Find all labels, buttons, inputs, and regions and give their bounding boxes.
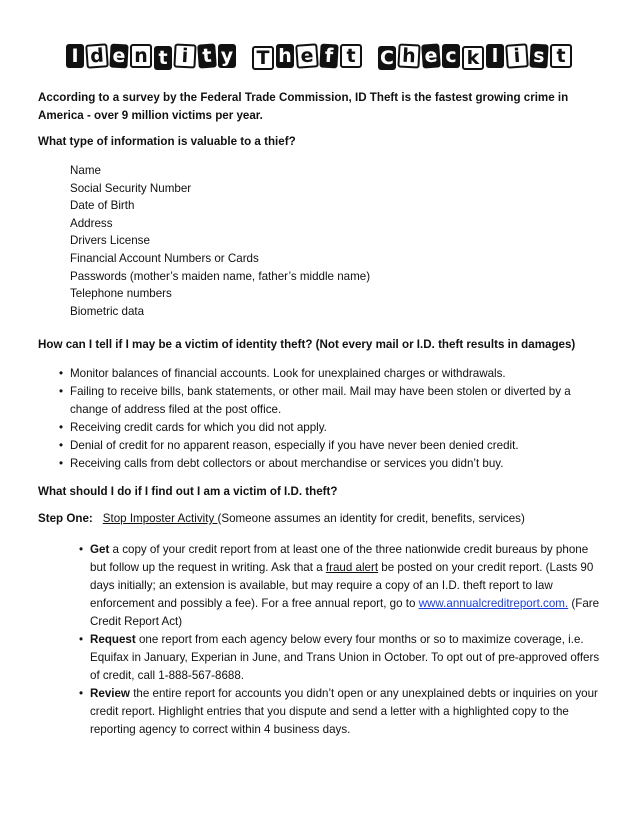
title-letter: l <box>486 44 504 68</box>
title-letter: c <box>442 44 460 68</box>
question-victim-signs: How can I tell if I may be a victim of identity theft? (Not every mail or I.D. theft results in damages) <box>38 338 576 351</box>
list-item: Telephone numbers <box>70 287 172 301</box>
list-item: Date of Birth <box>70 199 135 213</box>
title-letter: e <box>109 44 128 69</box>
title-letter: h <box>276 44 294 68</box>
title-letter: C <box>378 46 396 70</box>
step-one-actions-list <box>80 541 600 739</box>
fraud-alert-text: fraud alert <box>325 561 379 574</box>
list-item: • Denial of credit for no apparent reason, especially if you have never been denied credit. <box>60 437 590 455</box>
list-item: Financial Account Numbers or Cards <box>70 251 259 265</box>
step-one-description: (Someone assumes an identity for credit, benefits, services) <box>217 512 525 525</box>
title-letter: s <box>529 44 548 69</box>
title-letter: t <box>550 44 572 68</box>
list-item: • Receiving credit cards for which you did not apply. <box>60 419 590 437</box>
list-item: • Receiving calls from debt collectors or about merchandise or services you didn’t buy. <box>60 455 590 473</box>
get-label: Get <box>90 543 110 556</box>
title-letter: y <box>218 44 236 68</box>
stop-imposter-activity-text: Stop Imposter Activity <box>102 512 218 525</box>
list-item: Passwords (mother’s maiden name, father’s middle name) <box>70 269 371 283</box>
intro-paragraph: According to a survey by the Federal Trade Commission, ID Theft is the fastest growing crime in America - over 9 million victims per year. <box>38 91 569 122</box>
list-item: • Failing to receive bills, bank statements, or other mail. Mail may have been stolen or diverted by a change of address filed at the post office. <box>60 383 590 419</box>
review-text: the entire report for accounts you didn’t open or any unexplained debts or inquiries on your credit report. Highlight entries that you dispute and send a letter with a highlighted copy to the reporting agency to correct within 4 business days. <box>90 687 598 736</box>
title-word <box>251 44 363 68</box>
list-item-get <box>80 541 600 631</box>
title-letter: T <box>252 46 274 70</box>
annualcreditreport-link[interactable]: www.annualcreditreport.com. <box>418 597 569 610</box>
list-item: Drivers License <box>70 234 150 248</box>
question-what-to-do: What should I do if I find out I am a victim of I.D. theft? <box>38 485 338 498</box>
title-letter: d <box>85 43 109 68</box>
title-word <box>377 44 573 68</box>
get-text-1: a copy of your credit report from at least one of the three nationwide credit bureaus by phone but follow up the request in writing. Ask that a <box>90 543 589 574</box>
get-text-2: be posted on your credit report. (Lasts 90 days initially; an extension is available, but may require a copy of an I.D. theft report to law enforcement and possibly a fee). For a free annual report, go to <box>90 561 594 610</box>
title-letter: n <box>130 44 152 68</box>
list-item: Address <box>70 216 113 230</box>
list-item: Social Security Number <box>70 181 192 195</box>
list-item-request <box>80 631 600 685</box>
list-item: • Monitor balances of financial accounts. Look for unexplained charges or withdrawals. <box>60 365 590 383</box>
title-letter: t <box>154 46 172 70</box>
list-item: Name <box>70 164 101 177</box>
victim-signs-list <box>60 365 590 473</box>
question-valuable-info: What type of information is valuable to a thief? <box>38 135 296 148</box>
request-label: Request <box>90 633 136 646</box>
title-letter: i <box>173 43 196 68</box>
review-label: Review <box>90 687 130 700</box>
title-letter: e <box>421 43 441 68</box>
title-letter: I <box>66 44 84 68</box>
request-text: one report from each agency below every four months or so to maximize coverage, i.e. Equifax in January, Experian in June, and Trans Union in October. To opt out of pre-approved offers of credit, call 1-888-567-8688. <box>90 633 600 682</box>
list-item: Biometric data <box>70 304 145 318</box>
title-letter: i <box>505 43 529 68</box>
title-letter: t <box>197 43 217 68</box>
title-letter: t <box>340 44 362 68</box>
step-one-heading <box>38 512 525 525</box>
page-title <box>0 44 638 68</box>
title-letter: e <box>295 43 319 68</box>
step-one-label: Step One: <box>38 512 93 525</box>
title-word <box>65 44 237 68</box>
valuable-info-list <box>70 162 370 320</box>
list-item-review <box>80 685 600 739</box>
get-text-3: (Fare Credit Report Act) <box>90 597 600 628</box>
title-letter: h <box>397 43 420 68</box>
title-letter: f <box>319 44 338 69</box>
title-letter: k <box>462 46 484 70</box>
